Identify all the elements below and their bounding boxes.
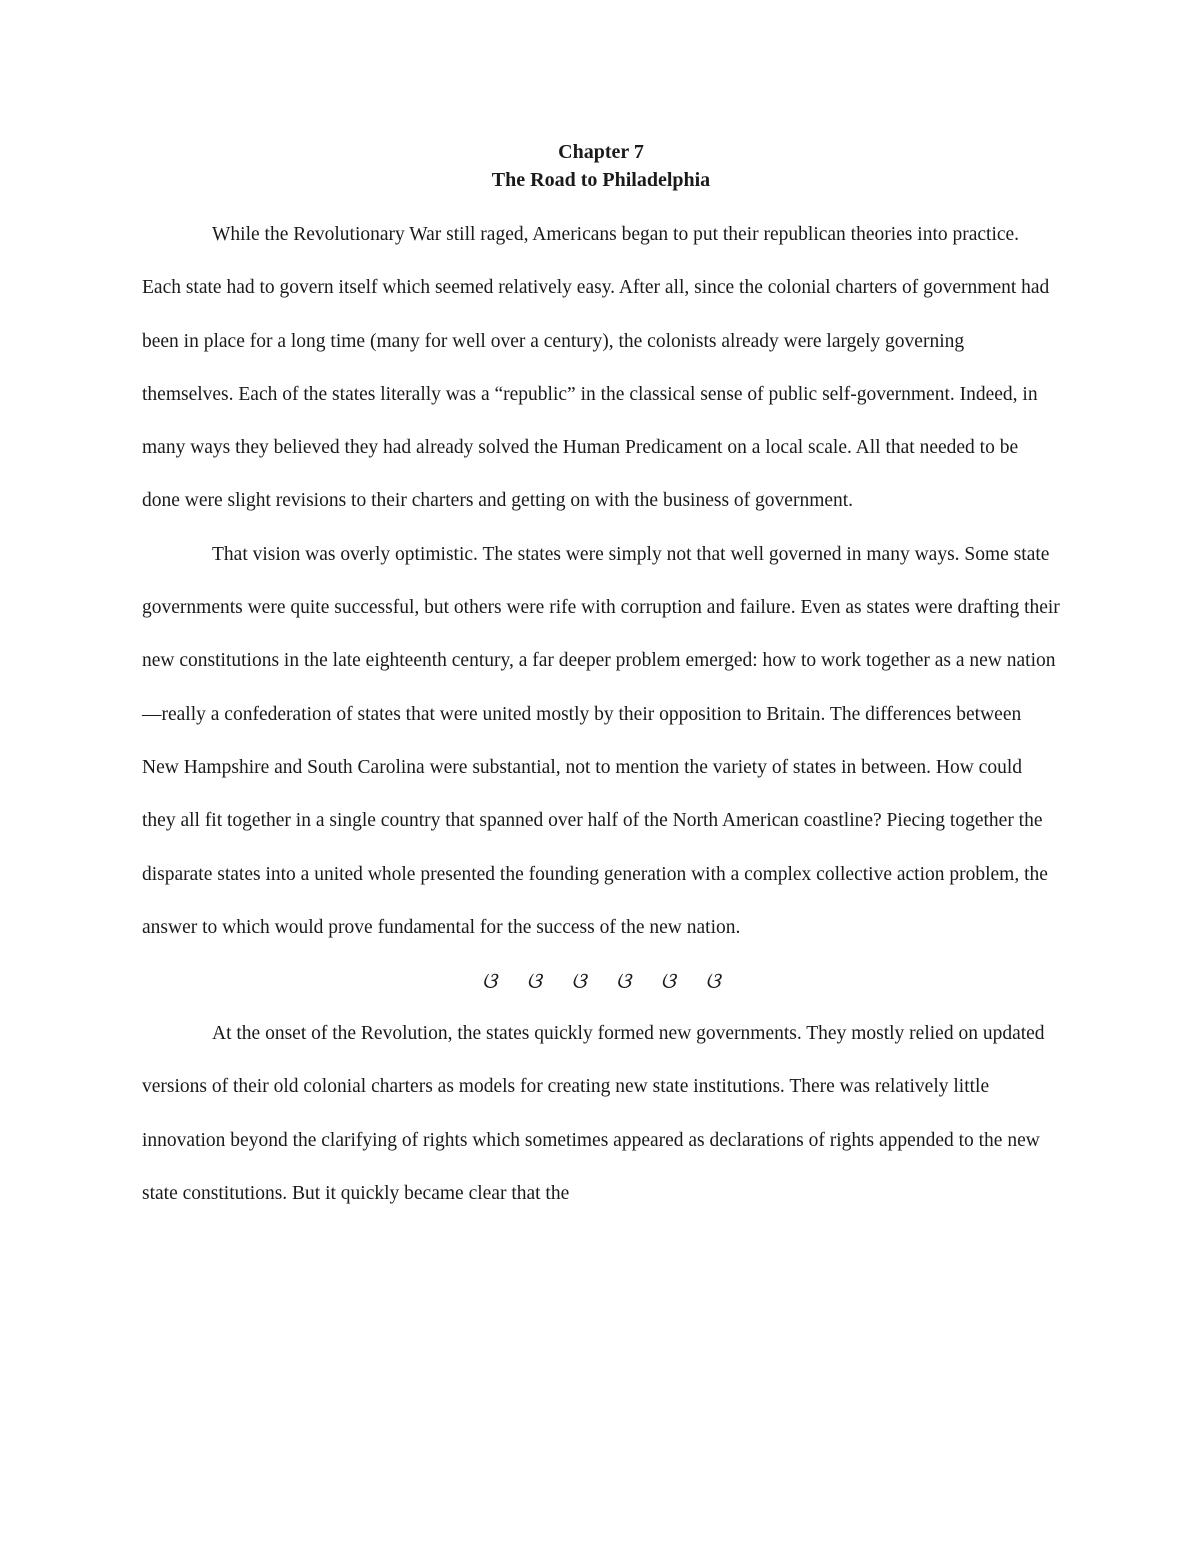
chapter-number: Chapter 7 <box>558 141 644 163</box>
ornament-icon: ଓ <box>705 968 721 994</box>
ornament-icon: ଓ <box>571 968 587 994</box>
paragraph-1: While the Revolutionary War still raged, Americans began to put their republican theories into practice. Each state had to govern itself which seemed relatively easy. After all, since the colonial charters of government had been in place for a long time (many for well over a century), the colonists already were largely governing themselves. Each of the states literally was a “republic” in the classical sense of public self-government. Indeed, in many ways they believed they had already solved the Human Predicament on a local scale. All that needed to be done were slight revisions to their charters and getting on with the business of government. <box>142 224 1050 512</box>
document-page <box>142 138 1060 1220</box>
paragraph-3: At the onset of the Revolution, the states quickly formed new governments. They mostly relied on updated versions of their old colonial charters as models for creating new state institutions. There was relatively little innovation beyond the clarifying of rights which sometimes appeared as declarations of rights appended to the new state constitutions. But it quickly became clear that the <box>142 1023 1045 1205</box>
paragraph-2: That vision was overly optimistic. The states were simply not that well governed in many ways. Some state governments were quite successful, but others were rife with corruption and failure. Even as states were drafting their new constitutions in the late eighteenth century, a far deeper problem emerged: how to work together as a new nation—really a confederation of states that were united mostly by their opposition to Britain. The differences between New Hampshire and South Carolina were substantial, not to mention the variety of states in between. How could they all fit together in a single country that spanned over half of the North American coastline? Piecing together the disparate states into a united whole presented the founding generation with a complex collective action problem, the answer to which would prove fundamental for the success of the new nation. <box>142 543 1060 938</box>
chapter-heading <box>142 138 1060 194</box>
body-text <box>142 208 1060 1220</box>
ornament-icon: ଓ <box>526 968 542 994</box>
section-break <box>142 954 1060 1007</box>
ornament-icon: ଓ <box>660 968 676 994</box>
ornament-icon: ଓ <box>481 968 497 994</box>
chapter-title: The Road to Philadelphia <box>491 169 711 191</box>
ornament-icon: ଓ <box>615 968 631 994</box>
